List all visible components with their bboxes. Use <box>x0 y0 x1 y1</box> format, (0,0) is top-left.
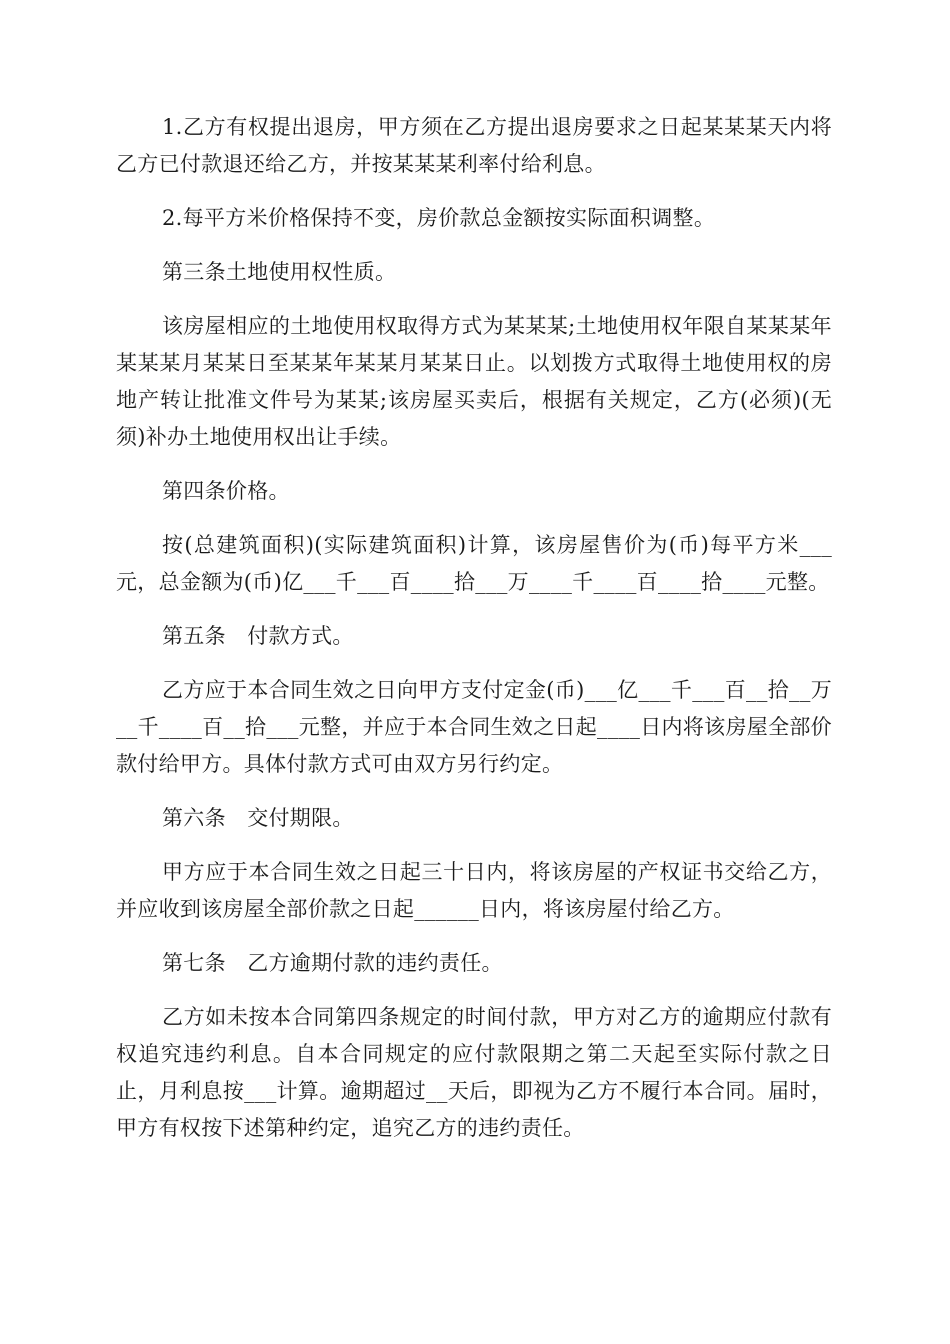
article-heading: 第四条价格。 <box>162 479 290 503</box>
article-heading: 第五条 付款方式。 <box>162 624 354 648</box>
clause-paragraph: 2.每平方米价格保持不变，房价款总金额按实际面积调整。 <box>162 206 716 230</box>
article-heading: 第三条土地使用权性质。 <box>162 260 397 284</box>
article-heading: 第六条 交付期限。 <box>162 806 354 830</box>
document-body <box>116 109 832 1164</box>
article-heading: 第七条 乙方逾期付款的违约责任。 <box>162 951 503 975</box>
clause-paragraph: 乙方如未按本合同第四条规定的时间付款，甲方对乙方的逾期应付款有权追究违约利息。自本合同规定的应付款限期之第二天起至实际付款之日止，月利息按___计算。逾期超过__天后，即视为乙方不履行本合同。届时，甲方有权按下述第种约定，追究乙方的违约责任。 <box>116 1005 832 1140</box>
clause-paragraph: 甲方应于本合同生效之日起三十日内，将该房屋的产权证书交给乙方，并应收到该房屋全部价款之日起______日内，将该房屋付给乙方。 <box>116 860 832 921</box>
clause-paragraph: 该房屋相应的土地使用权取得方式为某某某;土地使用权年限自某某某年某某某月某某日至某某年某某月某某日止。以划拨方式取得土地使用权的房地产转让批准文件号为某某;该房屋买卖后，根据有关规定，乙方(必须)(无须)补办土地使用权出让手续。 <box>116 314 832 449</box>
clause-paragraph: 乙方应于本合同生效之日向甲方支付定金(币)___亿___千___百__拾__万__千____百__拾___元整，并应于本合同生效之日起____日内将该房屋全部价款付给甲方。具体付款方式可由双方另行约定。 <box>116 678 832 776</box>
clause-paragraph: 1.乙方有权提出退房，甲方须在乙方提出退房要求之日起某某某天内将乙方已付款退还给乙方，并按某某某利率付给利息。 <box>116 115 832 176</box>
clause-paragraph: 按(总建筑面积)(实际建筑面积)计算，该房屋售价为(币)每平方米___元，总金额为(币)亿___千___百____拾___万____千____百____拾____元整。 <box>116 533 832 594</box>
